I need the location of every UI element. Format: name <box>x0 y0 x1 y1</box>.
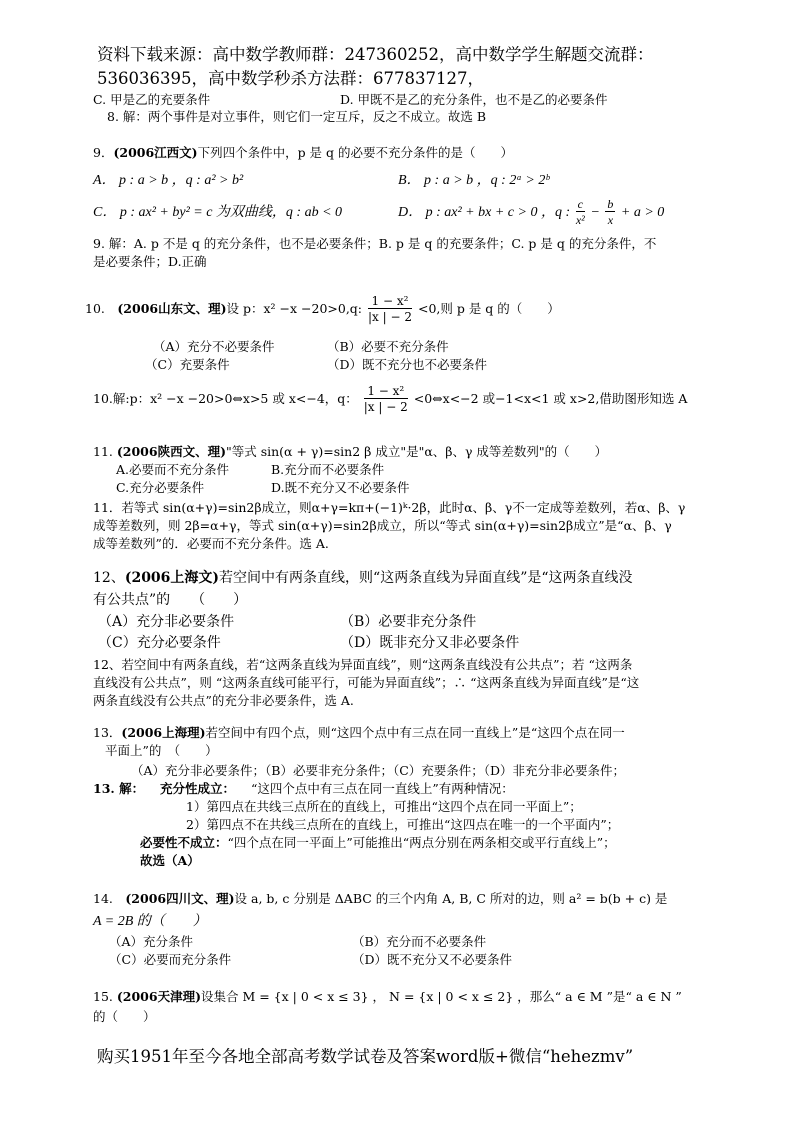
q8-option-d: D. 甲既不是乙的充分条件，也不是乙的必要条件 <box>340 92 608 107</box>
q10-solution <box>93 380 687 418</box>
q9-solution-line-1: 9. 解：A. p 不是 q 的充分条件，也不是必要条件；B. p 是 q 的充要条件；C. p 是 q 的充分条件，不 <box>93 236 657 251</box>
q9-option-c: C． p : ax² + by² = c 为双曲线，q : ab < 0 <box>93 205 343 220</box>
q10-solution-text-2: <0⇔x<−2 或−1<x<1 或 x>2,借助图形知选 A <box>413 391 688 406</box>
q10-fraction <box>368 294 412 325</box>
q11-solution-line-2: 成等差数列，则 2β=α+γ，等式 sin(α+γ)=sin2β成立，所以“等式 sin(α+γ)=sin2β成立”是“α、β、γ <box>93 518 672 533</box>
q13-number: 13． <box>93 725 122 740</box>
q14-option-c: （C）必要而充分条件 <box>109 952 232 967</box>
q9-number: 9． <box>93 145 114 160</box>
q10-stem <box>85 290 560 328</box>
q10-option-c: （C）充要条件 <box>145 357 230 372</box>
q11-option-b: B.充分而不必要条件 <box>271 462 385 477</box>
q10-fraction-denominator: |x | − 2 <box>368 310 412 324</box>
q10-stem-text-2: <0,则 p 是 q 的（ ） <box>417 301 560 316</box>
q14-option-b: （B）充分而不必要条件 <box>352 934 487 949</box>
q12-option-c: （C）充分必要条件 <box>98 635 221 651</box>
q12-source: (2006上海文) <box>124 570 220 586</box>
q9-option-b: B． p : a > b ，q : 2ᵃ > 2ᵇ <box>398 173 550 188</box>
q8-option-c: C. 甲是乙的充要条件 <box>93 92 211 107</box>
q14-stem-text-1: 设 a, b, c 分别是 ΔABC 的三个内角 A, B, C 所对的边，则 a² = b(b + c) 是 <box>234 891 668 906</box>
q13-solution-necessity <box>140 835 616 851</box>
q12-option-d: （D）既非充分又非必要条件 <box>340 635 520 651</box>
q13-solution-label: 13. 解： <box>93 781 145 796</box>
q9-option-d-minus: − <box>590 205 600 220</box>
q10-solution-fraction-numerator: 1 − x² <box>364 384 408 399</box>
q13-necessity-label: 必要性不成立： <box>140 835 228 850</box>
q11-option-a: A.必要而不充分条件 <box>116 462 230 477</box>
q11-option-d: D.既不充分又不必要条件 <box>271 480 410 495</box>
q13-stem-line-2: 平面上”的 （ ） <box>105 743 218 758</box>
header-line-1: 资料下载来源：高中数学教师群：247360252，高中数学学生解题交流群： <box>97 45 654 64</box>
q9-fraction-1-denominator: x² <box>575 213 585 228</box>
q11-solution-line-3: 成等差数列”的．必要而不充分条件。选 A. <box>93 536 329 551</box>
q10-stem-text-1: 设 p：x² −x −20>0,q: <box>226 301 363 316</box>
q14-option-a: （A）充分条件 <box>109 934 194 949</box>
q9-option-d-suffix: + a > 0 <box>620 205 665 220</box>
q13-source: (2006上海理) <box>121 725 206 740</box>
q10-option-d: （D）既不充分也不必要条件 <box>327 357 488 372</box>
q14-stem-line-1 <box>93 891 667 907</box>
q13-stem-line-1 <box>93 725 625 741</box>
q10-solution-text-1: 10.解:p：x² −x −20>0⇔x>5 或 x<−4，q： <box>93 391 358 406</box>
q12-solution-line-1: 12、若空间中有两条直线，若“这两条直线为异面直线”，则“这两条直线没有公共点”；若 “这两条 <box>93 657 633 672</box>
q11-stem-text: "等式 sin(α + γ)=sin2 β 成立"是"α、β、γ 成等差数列"的（ ） <box>225 444 608 459</box>
q13-sufficiency-label: 充分性成立： <box>160 781 236 796</box>
q13-solution-sufficiency <box>93 781 514 797</box>
q9-solution-line-2: 是必要条件；D.正确 <box>93 254 207 269</box>
q9-source: (2006江西文) <box>113 145 198 160</box>
footer-text: 购买1951年至今各地全部高考数学试卷及答案word版+微信“hehezmv” <box>97 1047 634 1066</box>
q13-answer: 故选（A） <box>140 853 200 868</box>
q10-fraction-numerator: 1 − x² <box>368 294 412 309</box>
q9-option-d <box>398 196 664 230</box>
q12-option-a: （A）充分非必要条件 <box>98 614 235 630</box>
q13-options: （A）充分非必要条件；（B）必要非充分条件；（C）充要条件；（D）非充分非必要条件； <box>131 763 626 778</box>
q13-stem-text-1: 若空间中有四个点，则“这四个点中有三点在同一直线上”是“这四个点在同一 <box>205 725 625 740</box>
q10-option-b: （B）必要不充分条件 <box>327 339 449 354</box>
q15-stem-text-1: 设集合 M = {x | 0 < x ≤ 3} ， N = {x | 0 < x ≤ 2} ，那么“ a ∈ M ”是“ a ∈ N ” <box>200 989 682 1004</box>
q8-solution: 8. 解：两个事件是对立事件，则它们一定互斥，反之不成立。故选 B <box>107 109 487 124</box>
q13-sufficiency-text: “这四个点中有三点在同一直线上”有两种情况： <box>250 781 514 796</box>
q12-solution-line-3: 两条直线没有公共点”的充分非必要条件，选 A. <box>93 693 354 708</box>
q9-option-d-prefix: D． p : ax² + bx + c > 0 ，q : <box>398 205 571 220</box>
q14-stem-line-2: A = 2B 的（ ） <box>93 914 207 929</box>
q14-option-d: （D）既不充分又不必要条件 <box>352 952 513 967</box>
q13-necessity-text: “四个点在同一平面上”可能推出“两点分别在两条相交或平行直线上”； <box>227 835 616 850</box>
q10-number: 10. <box>85 301 118 316</box>
q9-option-d-fraction-2 <box>605 197 615 228</box>
q9-stem <box>93 145 513 161</box>
q12-stem-line-2: 有公共点”的 （ ） <box>93 592 248 608</box>
q14-number: 14. <box>93 891 126 906</box>
q12-number: 12、 <box>93 570 125 586</box>
q11-source: (2006陕西文、理) <box>116 444 226 459</box>
q12-solution-line-2: 直线没有公共点”，则 “这两条直线可能平行，可能为异面直线”；∴ “这两条直线为异面直线”是“这 <box>93 675 640 690</box>
q9-stem-text: 下列四个条件中，p 是 q 的必要不充分条件的是（ ） <box>197 145 514 160</box>
header-line-2: 536036395，高中数学秒杀方法群：677837127， <box>97 69 484 88</box>
q12-stem-line-1 <box>93 569 633 588</box>
q15-number: 15. <box>93 989 117 1004</box>
q9-option-d-fraction-1 <box>576 197 585 228</box>
q9-fraction-1-numerator: c <box>577 197 583 212</box>
q10-option-a: （A）充分不必要条件 <box>153 339 275 354</box>
q9-fraction-2-numerator: b <box>607 197 614 212</box>
q14-source: (2006四川文、理) <box>125 891 235 906</box>
q12-stem-text-1: 若空间中有两条直线，则“这两条直线为异面直线”是“这两条直线没 <box>219 570 633 586</box>
q10-solution-fraction <box>364 384 408 415</box>
q15-source: (2006天津理) <box>116 989 201 1004</box>
q9-option-a: A． p : a > b ，q : a² > b² <box>93 173 244 188</box>
q12-option-b: （B）必要非充分条件 <box>340 614 477 630</box>
q11-stem <box>93 444 607 460</box>
q13-solution-case-1: 1）第四点在共线三点所在的直线上，可推出“这四个点在同一平面上”； <box>186 799 582 814</box>
q11-number: 11. <box>93 444 117 459</box>
q11-option-c: C.充分必要条件 <box>116 480 205 495</box>
q10-source: (2006山东文、理) <box>117 301 227 316</box>
q9-fraction-2-denominator: x <box>607 213 614 228</box>
q10-solution-fraction-denominator: |x | − 2 <box>363 400 408 414</box>
q13-solution-case-2: 2）第四点不在共线三点所在的直线上，可推出“这四点在唯一的一个平面内”； <box>186 817 620 832</box>
q11-solution-line-1: 11．若等式 sin(α+γ)=sin2β成立，则α+γ=kπ+(−1)ᵏ·2β，此时α、β、γ不一定成等差数列，若α、β、γ <box>93 500 686 515</box>
q15-stem-line-1 <box>93 989 682 1005</box>
q15-stem-line-2: 的（ ） <box>93 1009 156 1024</box>
